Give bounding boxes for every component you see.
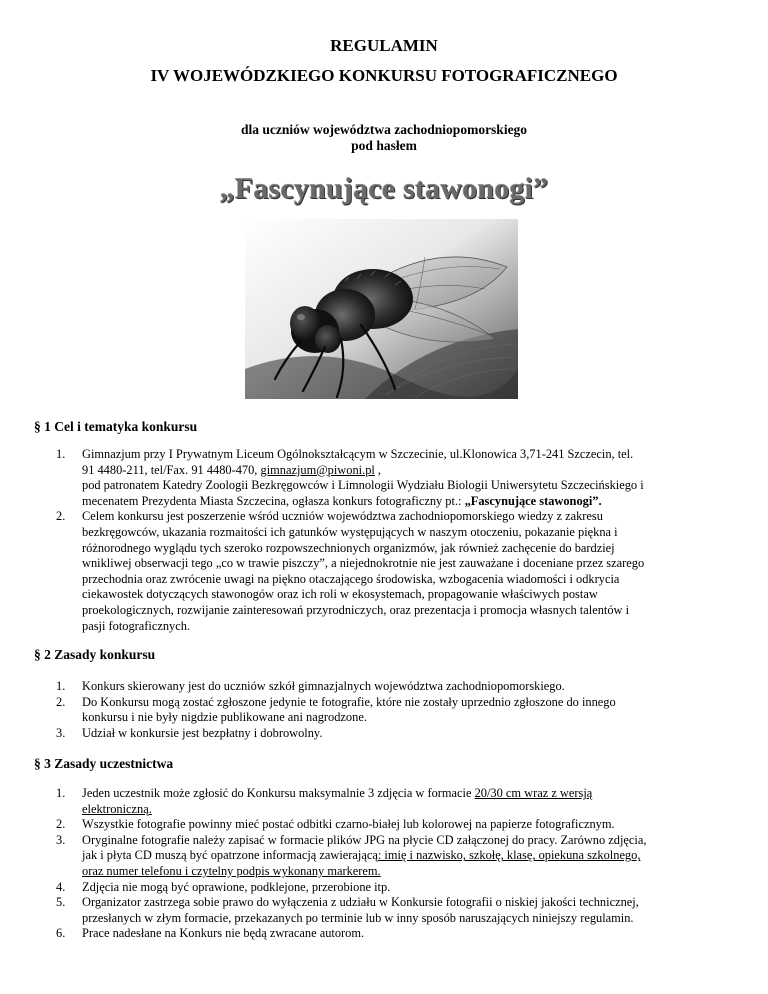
item-text: różnorodnego wyglądu tych szeroko rozpowszechnionych organizmów, jak również zachęcenie do bardziej [82,540,615,555]
list-item [48,447,738,509]
item-text: Oryginalne fotografie należy zapisać w formacie plików JPG na płycie CD załączonej do pracy. Zarówno zdjęcia, [82,832,647,847]
item-text-part: , [374,462,382,477]
list-item [48,726,738,742]
item-text-part: jak i płyta CD muszą być opatrzone informacją zawierającą [82,848,378,863]
document-subtitle-line2: pod hasłem [351,138,417,153]
item-text-underlined: elektroniczną. [82,801,152,816]
item-text [82,786,738,802]
item-number: 1. [56,786,66,800]
item-text-underlined: oraz numer telefonu i czytelny podpis wykonany markerem. [82,863,381,878]
section-heading: § 3 Zasady uczestnictwa [34,756,174,771]
item-text: Do Konkursu mogą zostać zgłoszone jedynie te fotografie, które nie zostały uprzednio zgłoszone do innego [82,694,616,709]
list-item [48,926,738,942]
contest-motto: „Fascynujące stawonogi” [219,172,549,205]
list-item [48,509,738,634]
item-text: Zdjęcia nie mogą być oprawione, podklejone, przerobione itp. [82,879,391,894]
item-text: Wszystkie fotografie powinny mieć postać odbitki czarno-białej lub kolorowej na papierze fotograficznym. [82,817,615,832]
section-heading: § 2 Zasady konkursu [34,647,156,662]
item-number: 1. [56,447,66,461]
item-text: Gimnazjum przy I Prywatnym Liceum Ogólnokształcącym w Szczecinie, ul.Klonowica 3,71-241 Szczecin, tel. [82,447,634,461]
contest-name: „Fascynujące stawonogi”. [464,493,602,508]
item-text-part: Jeden uczestnik może zgłosić do Konkursu maksymalnie 3 zdjęcia w formacie [82,786,475,800]
item-text [82,494,738,510]
item-number: 2. [56,817,66,832]
section-3-list [48,786,738,942]
item-number: 1. [56,679,66,693]
item-text: przesłanych w złym formacie, przekazanych po terminie lub w inny sposób naruszających niniejszy regulamin. [82,910,634,925]
item-text-part: mecenatem Prezydenta Miasta Szczecina, ogłasza konkurs fotograficzny pt.: [82,493,465,508]
item-text: proekologicznych, rozwijanie zainteresowań przyrodniczych, oraz prezentacja i promocja własnych talentów i [82,602,630,617]
section-2-list [48,679,738,741]
item-number: 3. [56,725,66,740]
item-text [82,848,738,864]
list-item [48,880,738,896]
item-text: Celem konkursu jest poszerzenie wśród uczniów województwa zachodniopomorskiego wiedzy z zakresu [82,509,603,524]
item-text [82,463,738,479]
section-1-list [48,447,738,634]
list-item [48,895,738,926]
item-text-underlined: : imię i nazwisko, szkołę, klasę, opiekuna szkolnego, [377,848,641,863]
item-number: 5. [56,895,66,910]
item-number: 3. [56,832,66,847]
item-text: bezkręgowców, ukazania rozmaitości ich gatunków występujących w naszym otoczeniu, pokazanie piękna i [82,524,618,539]
item-text: pasji fotograficznych. [82,618,191,633]
item-number: 2. [56,694,66,709]
document-title-line2: IV WOJEWÓDZKIEGO KONKURSU FOTOGRAFICZNEGO [150,66,618,85]
item-text: wnikliwej obserwacji tego „co w trawie piszczy”, a niejednokrotnie nie jest zauważane i doceniane przez szarego [82,556,645,571]
section-heading: § 1 Cel i tematyka konkursu [34,419,198,434]
item-number: 6. [56,926,66,941]
list-item [48,679,738,695]
item-text-underlined: 20/30 cm wraz z wersją [474,786,593,800]
item-text: Konkurs skierowany jest do uczniów szkół gimnazjalnych województwa zachodniopomorskiego. [82,679,565,693]
document-subtitle: dla uczniów województwa zachodniopomorskiego [240,122,528,137]
item-text: pod patronatem Katedry Zoologii Bezkręgowców i Limnologii Wydziału Biologii Uniwersytetu Szczecińskiego i [82,478,644,493]
item-text: przechodnia oraz zwrócenie uwagi na piękno otaczającego środowiska, wzbogacenia wiadomości i odkrycia [82,571,620,586]
item-text: ciekawostek dotyczących stawonogów oraz ich roli w ekosystemach, propagowanie właściwych postaw [82,587,598,602]
list-item [48,695,738,726]
item-number: 2. [56,509,66,524]
list-item [48,786,738,817]
email-link[interactable]: gimnazjum@piwoni.pl [260,462,375,477]
item-text: Organizator zastrzega sobie prawo do wyłączenia z udziału w Konkursie fotografii o niskiej jakości technicznej, [82,895,639,910]
list-item [48,817,738,833]
item-text: Prace nadesłane na Konkurs nie będą zwracane autorom. [82,926,365,941]
list-item [48,833,738,880]
fly-photo [245,219,518,399]
item-text: Udział w konkursie jest bezpłatny i dobrowolny. [82,725,323,740]
item-text-part: 91 4480-211, tel/Fax. 91 4480-470, [82,462,261,477]
item-text: konkursu i nie były nigdzie publikowane ani nagrodzone. [82,710,367,725]
document-title: REGULAMIN [330,36,438,55]
item-number: 4. [56,879,66,894]
